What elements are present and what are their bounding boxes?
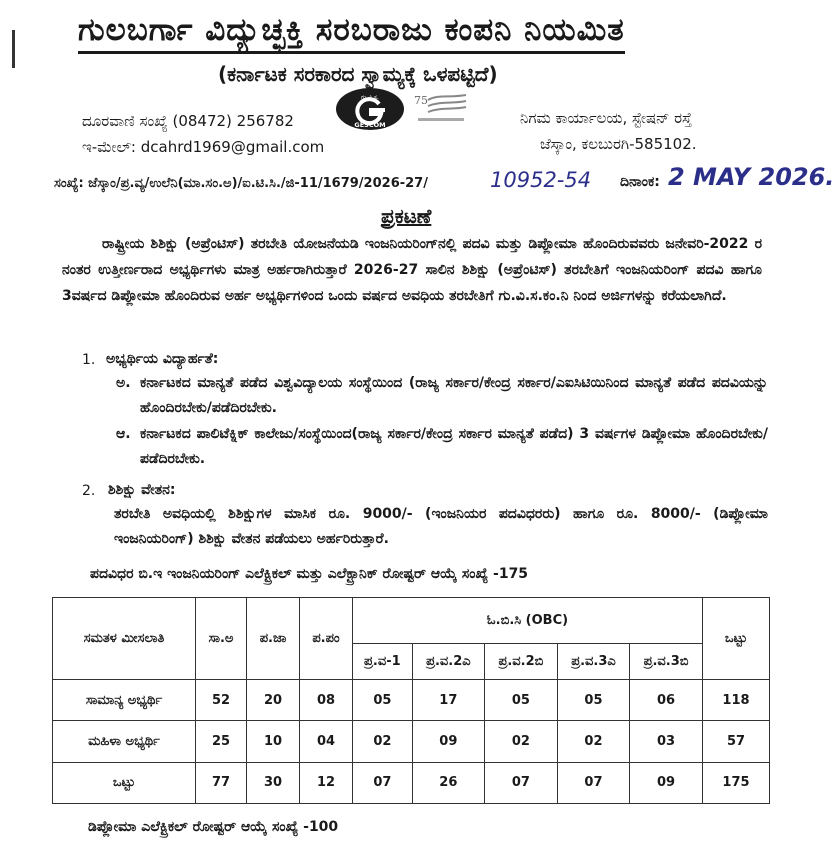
section-1a-label: ಅ. [116,375,131,391]
diploma-roster-line: ಡಿಪ್ಲೋಮಾ ಎಲೆಕ್ಟ್ರಿಕಲ್ ರೋಷ್ಟರ್ ಆಯ್ಕೆ ಸಂಖ್ಯೆ -100 [88,819,339,835]
header-total: ಒಟ್ಟು [703,598,770,680]
emblem-icon [412,92,470,128]
table-cell: 118 [703,680,770,721]
table-cell: 05 [484,680,557,721]
table-row-women [53,721,770,762]
table-caption: ಪದವಿಧರ ಬಿ.ಇ ಇಂಜನಿಯರಿಂಗ್ ಎಲೆಕ್ಟ್ರಿಕಲ್ ಮತ್ತು ಎಲೆಕ್ಟ್ರಾನಿಕ್ ರೋಷ್ಟರ್ ಆಯ್ಕೆ ಸಂಖ್ಯೆ -175 [90,566,529,582]
header-st: ಪ.ಪಂ [300,598,353,680]
table-cell: 17 [412,680,484,721]
table-cell: 26 [412,762,484,803]
table-cell: 06 [630,680,703,721]
header-obc-3b: ಪ್ರ.ವ.3ಬಿ [630,644,703,680]
header-sc: ಪ.ಜಾ [247,598,300,680]
table-cell: 07 [557,762,629,803]
section-2-heading: ಶಿಶಿಕ್ಷು ವೇತನ: [108,482,176,498]
table-row-total [53,762,770,803]
table-cell: 08 [300,680,353,721]
table-cell: 02 [484,721,557,762]
section-2-text: ತರಬೇತಿ ಅವಧಿಯಲ್ಲಿ ಶಿಶಿಕ್ಷುಗಳ ಮಾಸಿಕ ರೂ. 9000/- (ಇಂಜನಿಯರ ಪದವಿಧರರು) ಹಾಗೂ ರೂ. 8000/- (ಡಿಪ್ಲೋಮಾ ಇಂಜನಿಯರಿಂಗ್) ಶಿಶಿಕ್ಷು ವೇತನ ಪಡೆಯಲು ಅರ್ಹರಿರುತ್ತಾರೆ. [114,506,768,547]
table-cell: 07 [484,762,557,803]
table-cell: 30 [247,762,300,803]
organization-name: ಗುಲಬರ್ಗಾ ವಿದ್ಯುಚ್ಛಕ್ತಿ ಸರಬರಾಜು ಕಂಪನಿ ನಿಯಮಿತ [78,12,625,54]
header-obc-cat1: ಪ್ರ.ವ-1 [353,644,413,680]
table-cell: 09 [630,762,703,803]
table-cell: 12 [300,762,353,803]
table-row-general [53,680,770,721]
section-1b-label: ಆ. [116,426,131,442]
table-cell: 20 [247,680,300,721]
table-cell: 10 [247,721,300,762]
date-label: ದಿನಾಂಕ: [620,174,660,190]
notice-title: ಪ್ರಕಟಣೆ [381,204,432,228]
table-cell: 52 [196,680,247,721]
email-address: ಇ-ಮೇಲ್: dcahrd1969@gmail.com [82,138,325,156]
table-cell: 03 [630,721,703,762]
header-obc-3a: ಪ್ರ.ವ.3ಎ [557,644,629,680]
section-1b-text: ಕರ್ನಾಟಕದ ಪಾಲಿಟೆಕ್ನಿಕ್ ಕಾಲೇಜು/ಸಂಸ್ಥೆಯಿಂದ(ರಾಜ್ಯ ಸರ್ಕಾರ/ಕೇಂದ್ರ ಸರ್ಕಾರ ಮಾನ್ಯತೆ ಪಡೆದ) 3 ವರ್ಷಗಳ ಡಿಪ್ಲೋಮಾ ಹೊಂದಿರಬೇಕು/ಪಡೆದಿರಬೇಕು. [140,426,768,467]
table-cell: 02 [353,721,413,762]
reference-number: ಸಂಖ್ಯೆ: ಜೆಸ್ಕಾಂ/ಪ್ರ.ವ್ಯ/ಉಲೆನಿ(ಮಾ.ಸಂ.ಅ)/ಐ.ಟಿ.ಸಿ./ಜಿ-11/1679/2026-27/ [54,176,428,191]
section-1-heading: ಅಭ್ಯರ್ಥಿಯ ವಿದ್ಯಾರ್ಹತೆ: [106,351,219,367]
header-obc: ಓ.ಬಿ.ಸಿ (OBC) [353,598,703,644]
table-cell: 05 [557,680,629,721]
header-obc-2b: ಪ್ರ.ವ.2ಬಿ [484,644,557,680]
gescom-logo [333,86,407,132]
office-address: ನಿಗಮ ಕಾರ್ಯಾಲಯ, ಸ್ಟೇಷನ್ ರಸ್ತೆ [520,109,692,127]
section-1-number: 1. [82,352,96,368]
section-1a-text: ಕರ್ನಾಟಕದ ಮಾನ್ಯತೆ ಪಡೆದ ವಿಶ್ವವಿದ್ಯಾಲಯ ಸಂಸ್ಥೆಯಿಂದ (ರಾಜ್ಯ ಸರ್ಕಾರ/ಕೇಂದ್ರ ಸರ್ಕಾರ/ಎಐಸಿಟಿಯಿನಿಂದ ಮಾನ್ಯತೆ ಪಡೆದ ಪದವಿಯನ್ನು ಹೊಂದಿರಬೇಕು/ಪಡೆದಿರಬೇಕು. [140,375,768,416]
header-category: ಸಮತಳ ಮೀಸಲಾತಿ [53,598,196,680]
table-cell: 57 [703,721,770,762]
reservation-table [52,597,770,804]
logo-top-text: ಗು.ವಿ.ಸ. [361,94,379,101]
date-stamp: 2 MAY 2026. [668,163,834,191]
table-cell: 04 [300,721,353,762]
table-cell: 175 [703,762,770,803]
logo-text: GESCOM [354,121,386,129]
handwritten-number: 10952-54 [490,168,592,192]
section-2-number: 2. [82,483,96,499]
header-obc-2a: ಪ್ರ.ವ.2ಎ [412,644,484,680]
header-gm: ಸಾ.ಅ [196,598,247,680]
notice-intro: ರಾಷ್ಟ್ರೀಯ ಶಿಶಿಕ್ಷು (ಅಪ್ರೆಂಟಿಸ್) ತರಬೇತಿ ಯೋಜನೆಯಡಿ ಇಂಜನಿಯರಿಂಗ್‌ನಲ್ಲಿ ಪದವಿ ಮತ್ತು ಡಿಪ್ಲೋಮಾ ಹೊಂದಿರುವವರು ಜನೇವರಿ-2022 ರ ನಂತರ ಉತ್ತೀರ್ಣರಾದ ಅಭ್ಯರ್ಥಿಗಳು ಮಾತ್ರ ಅರ್ಹರಾಗಿರುತ್ತಾರೆ 2026-27 ಸಾಲಿನ ಶಿಶಿಕ್ಷು (ಅಪ್ರೆಂಟಿಸ್) ತರಬೇತಿಗೆ ಇಂಜನಿಯರಿಂಗ್ ಪದವಿ ಹಾಗೂ 3ವರ್ಷದ ಡಿಪ್ಲೋಮಾ ಹೊಂದಿರುವ ಅರ್ಹ ಅಭ್ಯರ್ಥಿಗಳಿಂದ ಒಂದು ವರ್ಷದ ಅವಧಿಯ ತರಬೇತಿಗೆ ಗು.ವಿ.ಸ.ಕಂ.ನಿ ನಿಂದ ಅರ್ಜಿಗಳನ್ನು ಕರೆಯಲಾಗಿದೆ. [62,236,762,304]
svg-text:75: 75 [414,94,428,107]
city-address: ಜೆಸ್ಕಾಂ, ಕಲಬುರಗಿ-585102. [540,135,697,153]
row-label: ಸಾಮಾನ್ಯ ಅಭ್ಯರ್ಥಿ [53,680,196,721]
margin-mark [12,30,15,68]
phone-number: ದೂರವಾಣಿ ಸಂಖ್ಯೆ (08472) 256782 [82,112,294,130]
table-cell: 77 [196,762,247,803]
table-cell: 05 [353,680,413,721]
table-cell: 07 [353,762,413,803]
row-label: ಒಟ್ಟು [53,762,196,803]
table-cell: 09 [412,721,484,762]
table-cell: 02 [557,721,629,762]
table-cell: 25 [196,721,247,762]
row-label: ಮಹಿಳಾ ಅಭ್ಯರ್ಥಿ [53,721,196,762]
government-note: (ಕರ್ನಾಟಕ ಸರಕಾರದ ಸ್ವಾಮ್ಯಕ್ಕೆ ಒಳಪಟ್ಟಿದೆ) [218,62,498,86]
